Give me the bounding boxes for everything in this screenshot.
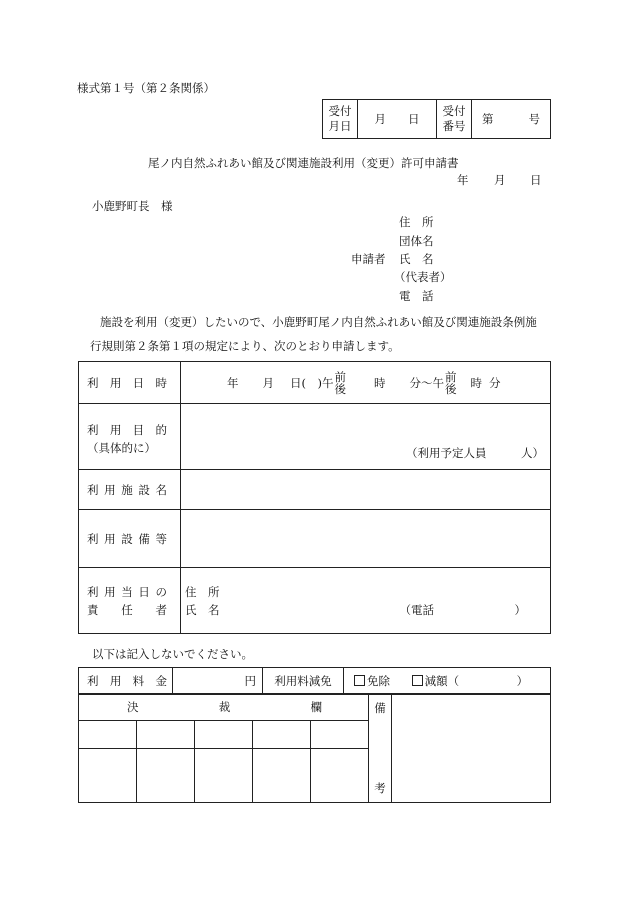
fee-label: 利 用 料 金 xyxy=(79,668,173,695)
purpose-label: 利 用 目 的 （具体的に） xyxy=(79,404,181,470)
responsible-phone[interactable]: （電話 ） xyxy=(399,602,526,617)
reduction-options xyxy=(344,668,551,695)
responsible-label: 利 用 当 日 の 責 任 者 xyxy=(79,568,181,634)
applicant-label: 申請者 xyxy=(351,252,386,266)
applicant-representative-label: （代表者） xyxy=(394,270,452,284)
body-text-line1: 施設を利用（変更）したいので、小鹿野町尾ノ内自然ふれあい館及び関連施設条例施 xyxy=(100,315,537,329)
facility-label: 利 用 施 設 名 xyxy=(79,470,181,510)
approval-cell[interactable] xyxy=(253,721,311,748)
approval-stamp-cell[interactable] xyxy=(137,748,195,803)
responsible-field[interactable] xyxy=(181,568,551,634)
approval-cell[interactable] xyxy=(311,721,369,748)
reduce-checkbox[interactable]: 減額（ ） xyxy=(412,674,529,688)
planned-people-count[interactable]: （利用予定人員 人） xyxy=(406,446,544,460)
receipt-box xyxy=(322,99,551,139)
received-number-label: 受付 番号 xyxy=(437,100,472,139)
responsible-name-label: 氏 名 xyxy=(185,602,220,617)
body-text-line2: 行規則第２条第１項の規定により、次のとおり申請します。 xyxy=(90,339,400,353)
received-number-field[interactable]: 第 号 xyxy=(472,100,551,139)
remarks-label: 備 考 xyxy=(369,694,392,803)
office-use-note: 以下は記入しないでください。 xyxy=(92,647,253,661)
approval-stamp-cell[interactable] xyxy=(79,748,137,803)
approval-stamp-cell[interactable] xyxy=(253,748,311,803)
approval-stamp-cell[interactable] xyxy=(195,748,253,803)
equipment-label: 利 用 設 備 等 xyxy=(79,510,181,568)
fee-field[interactable]: 円 xyxy=(173,668,263,695)
approval-cell[interactable] xyxy=(79,721,137,748)
reduction-label: 利用料減免 xyxy=(263,668,344,695)
use-date-label: 利 用 日 時 xyxy=(79,362,181,404)
approval-cell[interactable] xyxy=(195,721,253,748)
document-title: 尾ノ内自然ふれあい館及び関連施設利用（変更）許可申請書 xyxy=(148,156,459,170)
equipment-field[interactable] xyxy=(181,510,551,568)
date-month[interactable]: 月 xyxy=(494,173,506,187)
applicant-phone-label: 電 話 xyxy=(399,289,434,303)
exempt-checkbox[interactable]: 免除 xyxy=(354,674,390,688)
application-table xyxy=(78,361,551,634)
form-number: 様式第１号（第２条関係） xyxy=(77,81,215,95)
applicant-name-label: 氏 名 xyxy=(399,252,434,266)
applicant-address-label: 住 所 xyxy=(399,215,434,229)
fee-table xyxy=(78,667,551,695)
decision-header: 決 裁 欄 xyxy=(79,694,369,721)
received-date-field[interactable]: 月 日 xyxy=(358,100,437,139)
use-date-field[interactable]: 年 月 日( )午 前 後 時 分～午 前 後 時 分 xyxy=(181,362,551,404)
approval-stamp-cell[interactable] xyxy=(311,748,369,803)
decision-table xyxy=(78,693,551,803)
approval-cell[interactable] xyxy=(137,721,195,748)
date-day[interactable]: 日 xyxy=(530,173,542,187)
responsible-address-label: 住 所 xyxy=(185,584,220,599)
addressee: 小鹿野町長 様 xyxy=(92,199,173,213)
date-year[interactable]: 年 xyxy=(457,173,469,187)
applicant-group-label: 団体名 xyxy=(399,234,434,248)
facility-field[interactable] xyxy=(181,470,551,510)
remarks-field[interactable] xyxy=(392,694,551,803)
received-date-label: 受付 月日 xyxy=(323,100,358,139)
purpose-field[interactable] xyxy=(181,404,551,470)
